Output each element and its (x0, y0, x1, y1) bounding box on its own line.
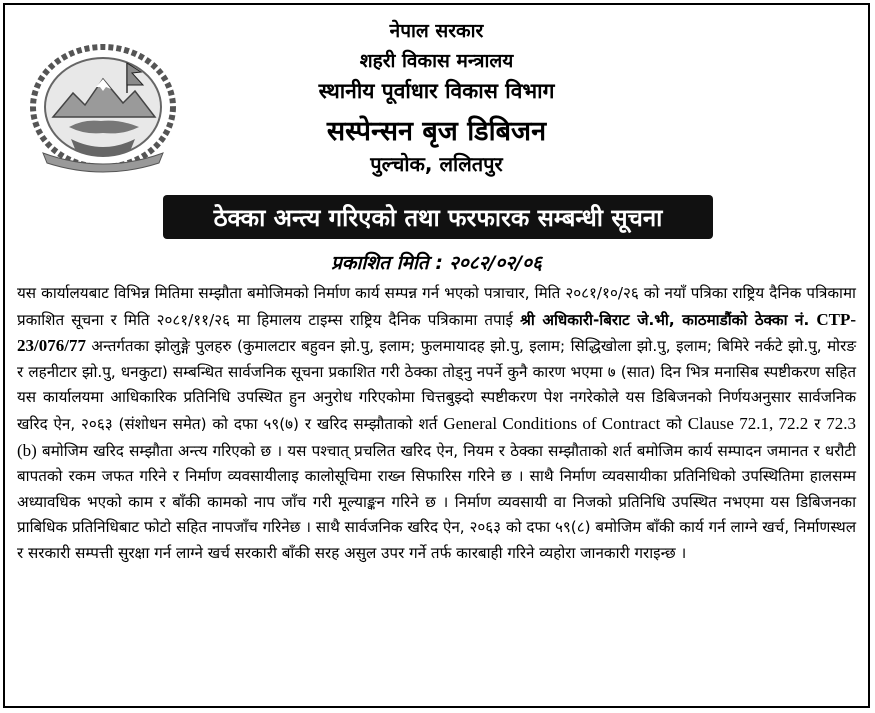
body-part-3: को (666, 414, 682, 433)
clause-reference: Clause 72.1, 72.2 (687, 413, 809, 433)
body-part-1: यस कार्यालयबाट विभिन्न मितिमा सम्झौता बमोजिमको निर्माण कार्य सम्पन्न गर्न भएको पत्राचार, मिति २०८१/१०/२६ को नयाँ पत्रिका राष्ट्रिय दैनिक पत्रिकामा प्रकाशित सूचना र मिति २०८१/११/२६ मा हिमालय टाइम्स राष्ट्रिय दैनिक पत्रिकामा तपाई (17, 284, 856, 329)
notice-document (3, 3, 870, 708)
published-date-line (5, 249, 868, 275)
notice-title-banner (163, 195, 713, 239)
body-part-2: अन्तर्गतका झोलुङ्गे पुलहरु (कुमालटार बहुवन झो.पु, इलाम; फुलमायादह झो.पु, इलाम; सिद्धिखोला झो.पु, इलाम; बिमिरे नर्कटे झो.पु, मोरङ र लहनीटार झो.पु, धनकुटा) सम्बन्धित सार्वजनिक सूचना प्रकाशित गरी ठेक्का तोड्नु नपर्ने कुनै कारण भएमा ७ (सात) दिन भित्र मनासिब स्पष्टीकरण सहित यस कार्यालयमा आधिकारिक प्रतिनिधि उपस्थित हुन अनुरोध गरिएकोमा चित्तबुझ्दो स्पष्टीकरण पेश नगरेकोले यस डिबिजनको निर्णयअनुसार सार्वजनिक खरिद ऐन, २०६३ (संशोधन समेत) को दफा ५९(७) र खरिद सम्झौताको शर्त (17, 337, 857, 433)
gcc-reference: General Conditions of Contract (443, 413, 661, 433)
contractor-name: श्री अधिकारी-बिराट जे.भी, काठमाडौंको ठेक्का नं. (520, 310, 810, 329)
clause-reference-2: 72.3 (b) (17, 413, 857, 460)
division-name: सस्पेन्सन बृज डिबिजन (326, 116, 547, 147)
published-date: २०८२/०२/०६ (448, 252, 542, 274)
government-name: नेपाल सरकार (389, 20, 484, 42)
notice-title: ठेक्का अन्त्य गरिएको तथा फरफारक सम्बन्धी सूचना (213, 203, 663, 232)
body-part-4: र (814, 414, 821, 433)
department-name: स्थानीय पूर्वाधार विकास विभाग (318, 79, 555, 103)
ministry-name: शहरी विकास मन्त्रालय (359, 50, 514, 72)
body-part-5: बमोजिम खरिद सम्झौता अन्त्य गरिएको छ । यस पश्चात् प्रचलित खरिद ऐन, नियम र ठेक्का सम्झौताको शर्त बमोजिम कार्य सम्पादन जमानत र धरौटी बापतको रकम जफत गरिने र निर्माण व्यवसायीलाइ कालोसूचिमा राख्न सिफारिस गरिने छ । साथै निर्माण व्यवसायीका प्रतिनिधिको उपस्थितिमा हालसम्म अध्यावधिक भएको काम र बाँकी कामको नाप जाँच गरी मूल्याङ्कन गरिने छ । निर्माण व्यवसायी वा निजको प्रतिनिधि उपस्थित नभएमा यस डिबिजनका प्राबिधिक प्रतिनिधिबाट फोटो सहित नापजाँच गरिनेछ । साथै सार्वजनिक खरिद ऐन, २०६३ को दफा ५९(८) बमोजिम बाँकी कार्य गर्न लाग्ने खर्च, निर्माणस्थल र सरकारी सम्पत्ती सुरक्षा गर्न लाग्ने खर्च सरकारी बाँकी सरह असुल उपर गर्ने तर्फ कारबाही गरिने व्यहोरा जानकारी गराइन्छ । (17, 441, 856, 562)
contract-number: CTP-23/076/77 (17, 309, 857, 356)
office-address: पुल्चोक, ललितपुर (370, 152, 503, 176)
notice-body (17, 281, 856, 567)
published-label: प्रकाशित मिति : (331, 252, 443, 274)
